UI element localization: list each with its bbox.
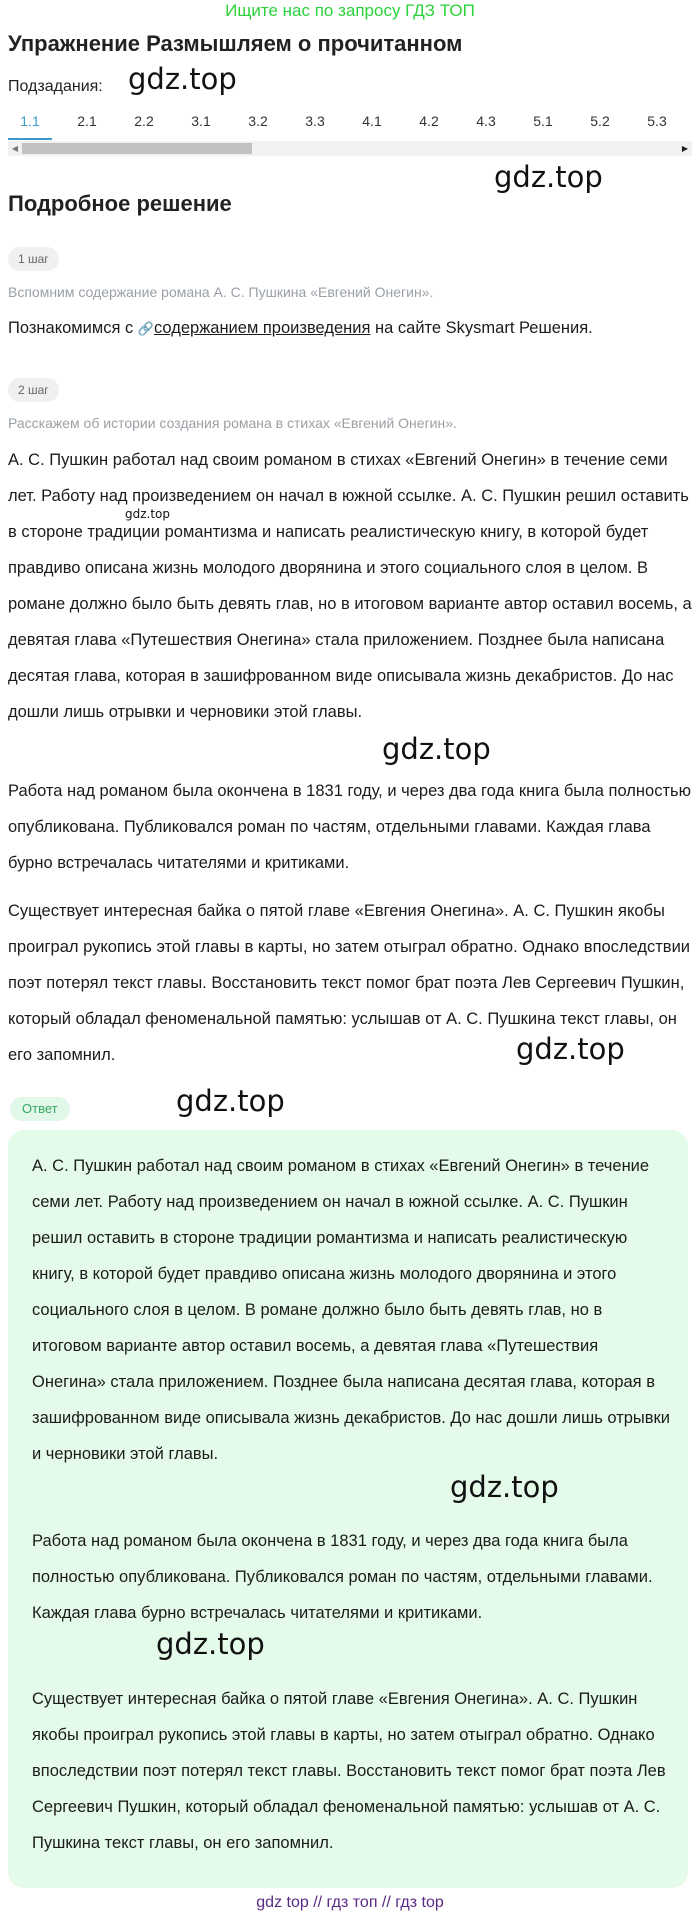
step-hint: Вспомним содержание романа А. С. Пушкина «Евгений Онегин».: [8, 284, 434, 300]
link-icon: 🔗: [137, 321, 154, 336]
watermark: gdz.top: [176, 1084, 285, 1118]
tab-2-1[interactable]: 2.1: [77, 113, 97, 129]
top-banner: Ищите нас по запросу ГДЗ ТОП: [225, 1, 475, 20]
step-badge: 1 шаг: [8, 247, 59, 271]
watermark: gdz.top: [128, 62, 237, 96]
watermark: gdz.top: [125, 507, 171, 521]
tab-3-3[interactable]: 3.3: [305, 113, 325, 129]
answer-box: [8, 1130, 688, 1888]
tab-4-2[interactable]: 4.2: [419, 113, 439, 129]
step-badge: 2 шаг: [8, 378, 59, 402]
tab-4-1[interactable]: 4.1: [362, 113, 382, 129]
solution-heading: Подробное решение: [8, 191, 232, 216]
step-text-before: Познакомимся с: [8, 319, 134, 337]
answer-badge: Ответ: [10, 1097, 70, 1121]
scroll-right-arrow-icon[interactable]: ▶: [681, 144, 689, 153]
tab-1-1[interactable]: 1.1: [8, 110, 52, 140]
footer-links: gdz top // гдз топ // гдз top: [256, 1894, 444, 1911]
answer-paragraph: Работа над романом была окончена в 1831 году, и через два года книга была полностью опубликована. Публиковался роман по частям, отдельными главами. Каждая глава бурно встречалась читателями и критиками.: [32, 1532, 653, 1622]
step-hint: Расскажем об истории создания романа в стихах «Евгений Онегин».: [8, 415, 457, 431]
tabs-scrollbar[interactable]: [8, 141, 692, 156]
tab-3-2[interactable]: 3.2: [248, 113, 268, 129]
scroll-left-arrow-icon[interactable]: ◀: [11, 144, 19, 153]
scroll-thumb[interactable]: [22, 143, 252, 154]
watermark: gdz.top: [450, 1470, 559, 1504]
solution-paragraph: А. С. Пушкин работал над своим романом в стихах «Евгений Онегин» в течение семи лет. Работу над произведением он начал в южной ссылке. А. С. Пушкин решил оставить в стороне традиции романтизма и написать реалистическую книгу, в которой будет правдиво описана жизнь молодого дворянина и этого социального слоя в целом. В романе должно было быть девять глав, но в итоговом варианте автор оставил восемь, а девятая глава «Путешествия Онегина» стала приложением. Позднее была написана десятая глава, которая в зашифрованном виде описывала жизнь декабристов. До нас дошли лишь отрывки и черновики этой главы.: [8, 451, 692, 721]
tab-2-2[interactable]: 2.2: [134, 113, 154, 129]
watermark: gdz.top: [382, 732, 491, 766]
subtasks-label: Подзадания:: [8, 78, 103, 95]
tab-4-3[interactable]: 4.3: [476, 113, 496, 129]
tab-5-1[interactable]: 5.1: [533, 113, 553, 129]
step-text: [8, 310, 692, 347]
tab-5-3[interactable]: 5.3: [647, 113, 667, 129]
content-link[interactable]: содержанием произведения: [154, 319, 371, 337]
answer-paragraph: А. С. Пушкин работал над своим романом в стихах «Евгений Онегин» в течение семи лет. Работу над произведением он начал в южной ссылке. А. С. Пушкин решил оставить в стороне традиции романтизма и написать реалистическую книгу, в которой будет правдиво описана жизнь молодого дворянина и этого социального слоя в целом. В романе должно было быть девять глав, но в итоговом варианте автор оставил восемь, а девятая глава «Путешествия Онегина» стала приложением. Позднее была написана десятая глава, которая в зашифрованном виде описывала жизнь декабристов. До нас дошли лишь отрывки и черновики этой главы.: [32, 1157, 670, 1463]
step-text-after: на сайте Skysmart Решения.: [375, 319, 593, 337]
page-title: Упражнение Размышляем о прочитанном: [8, 31, 463, 56]
watermark: gdz.top: [516, 1032, 625, 1066]
solution-paragraph: Существует интересная байка о пятой главе «Евгения Онегина». А. С. Пушкин якобы проиграл рукопись этой главы в карты, но затем отыграл обратно. Однако впоследствии поэт потерял текст главы. Восстановить текст помог брат поэта Лев Сергеевич Пушкин, который обладал феноменальной памятью: услышав от А. С. Пушкина текст главы, он его запомнил.: [8, 902, 691, 1064]
tab-5-2[interactable]: 5.2: [590, 113, 610, 129]
watermark: gdz.top: [494, 160, 603, 194]
solution-paragraph: Работа над романом была окончена в 1831 году, и через два года книга была полностью опубликована. Публиковался роман по частям, отдельными главами. Каждая глава бурно встречалась читателями и критиками.: [8, 782, 691, 872]
tab-3-1[interactable]: 3.1: [191, 113, 211, 129]
watermark: gdz.top: [156, 1627, 265, 1661]
subtask-tabs: [8, 110, 692, 140]
answer-paragraph: Существует интересная байка о пятой главе «Евгения Онегина». А. С. Пушкин якобы проиграл рукопись этой главы в карты, но затем отыграл обратно. Однако впоследствии поэт потерял текст главы. Восстановить текст помог брат поэта Лев Сергеевич Пушкин, который обладал феноменальной памятью: услышав от А. С. Пушкина текст главы, он его запомнил.: [32, 1690, 666, 1852]
